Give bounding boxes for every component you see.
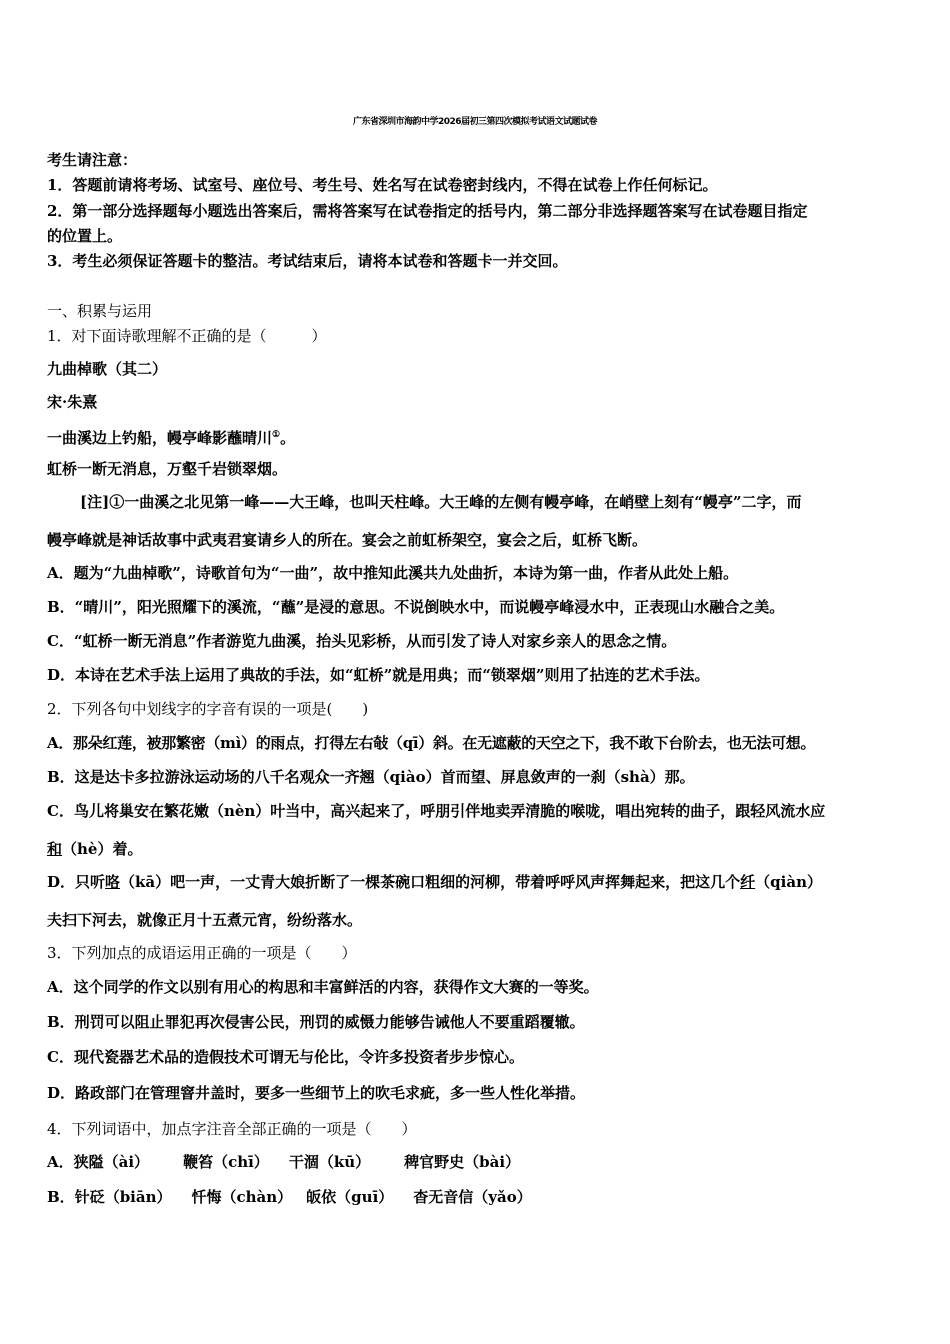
word-item: 狭隘（ài）	[73, 1153, 150, 1171]
question-2-stem: 2．下列各句中划线字的字音有误的一项是( )	[47, 700, 369, 718]
word-item: 稗官野史（bài）	[404, 1153, 521, 1171]
option-text: （kā）吧一声，一丈青大娘折断了一棵茶碗口粗细的河柳，带着呼呼风声挥舞起来，把这几个	[120, 873, 741, 891]
section-heading: 一、积累与运用	[47, 302, 153, 320]
option-a: A．题为“九曲棹歌”，诗歌首句为“一曲”，故中推知此溪共九处曲折，本诗为第一曲，作者从此处上船。	[47, 564, 739, 582]
option-d: D．路政部门在管理窨井盖时，要多一些细节上的吹毛求疵，多一些人性化举措。	[47, 1084, 586, 1102]
footnote-marker: ①	[272, 430, 281, 440]
underlined-char: 纤	[740, 873, 756, 891]
underlined-char: 咯	[105, 873, 121, 891]
word-item: 忏悔（chàn）	[191, 1188, 293, 1206]
option-c: C．现代瓷器艺术品的造假技术可谓无与伦比，令许多投资者步步惊心。	[47, 1048, 524, 1066]
option-c: C．“虹桥一断无消息”作者游览九曲溪，抬头见彩桥，从而引发了诗人对家乡亲人的思念之情。	[47, 632, 677, 650]
poem-author: 宋·朱熹	[47, 393, 98, 411]
poem-note: 幔亭峰就是神话故事中武夷君宴请乡人的所在。宴会之前虹桥架空，宴会之后，虹桥飞断。	[47, 531, 648, 549]
underlined-char: 和	[47, 840, 63, 858]
option-text: （hè）着。	[62, 840, 143, 858]
word-item: 干涸（kū）	[288, 1153, 371, 1171]
option-b: B．“晴川”，阳光照耀下的溪流，“蘸”是浸的意思。不说倒映水中，而说幔亭峰浸水中，正表现山水融合之美。	[47, 598, 785, 616]
poem-title: 九曲棹歌（其二）	[47, 360, 168, 378]
poem-line: 虹桥一断无消息，万壑千岩锁翠烟。	[47, 460, 288, 478]
word-item: 皈依（guī）	[306, 1188, 394, 1206]
word-item: 针砭（biān）	[74, 1188, 172, 1206]
notice-item: 2．第一部分选择题每小题选出答案后，需将答案写在试卷指定的括号内，第二部分非选择题答案写在试卷题目指定	[47, 202, 808, 220]
poem-note: [注]①一曲溪之北见第一峰——大王峰，也叫天柱峰。大王峰的左侧有幔亭峰，在峭壁上刻有“幔亭”二字，而	[80, 493, 802, 511]
notice-heading: 考生请注意：	[47, 151, 138, 169]
option-c-continued	[47, 839, 142, 859]
option-a	[47, 1152, 520, 1172]
option-b	[47, 1187, 532, 1207]
poem-line-end: 。	[280, 429, 296, 447]
poem-line-text: 一曲溪边上钓船，幔亭峰影蘸晴川	[47, 429, 273, 447]
page-title: 广东省深圳市海韵中学2026届初三第四次模拟考试语文试题试卷	[352, 117, 598, 127]
option-c: C．鸟儿将巢安在繁花嫩（nèn）叶当中，高兴起来了，呼朋引伴地卖弄清脆的喉咙，唱出宛转的曲子，跟轻风流水应	[47, 802, 826, 820]
notice-item: 1．答题前请将考场、试室号、座位号、考生号、姓名写在试卷密封线内，不得在试卷上作任何标记。	[47, 176, 718, 194]
question-1-stem: 1．对下面诗歌理解不正确的是（ ）	[47, 327, 327, 345]
word-item: 鞭笞（chī）	[183, 1153, 269, 1171]
option-d-continued: 夫扫下河去，就像正月十五煮元宵，纷纷落水。	[47, 911, 363, 929]
word-item: 杳无音信（yǎo）	[413, 1188, 532, 1206]
option-a: A．这个同学的作文以别有用心的构思和丰富鲜活的内容，获得作文大赛的一等奖。	[47, 978, 599, 996]
option-b: B．这是达卡多拉游泳运动场的八千名观众一齐翘（qiào）首而望、屏息敛声的一刹（shà）那。	[47, 768, 695, 786]
option-text: D．只听	[47, 873, 106, 891]
option-d	[47, 872, 822, 892]
option-label: B．	[47, 1188, 75, 1206]
notice-item: 3．考生必须保证答题卡的整洁。考试结束后，请将本试卷和答题卡一并交回。	[47, 252, 568, 270]
question-3-stem: 3．下列加点的成语运用正确的一项是（ ）	[47, 944, 357, 962]
poem-line	[47, 425, 295, 448]
option-b: B．刑罚可以阻止罪犯再次侵害公民，刑罚的威慑力能够告诫他人不要重蹈覆辙。	[47, 1013, 585, 1031]
question-4-stem: 4．下列词语中，加点字注音全部正确的一项是（ ）	[47, 1120, 417, 1138]
option-a: A．那朵红莲，被那繁密（mì）的雨点，打得左右敧（qī）斜。在无遮蔽的天空之下，我不敢下台阶去，也无法可想。	[47, 734, 816, 752]
notice-item: 的位置上。	[47, 227, 123, 245]
option-d: D．本诗在艺术手法上运用了典故的手法，如“虹桥”就是用典；而“锁翠烟”则用了拈连的艺术手法。	[47, 666, 710, 684]
option-text: （qiàn）	[755, 873, 822, 891]
option-label: A．	[47, 1153, 74, 1171]
